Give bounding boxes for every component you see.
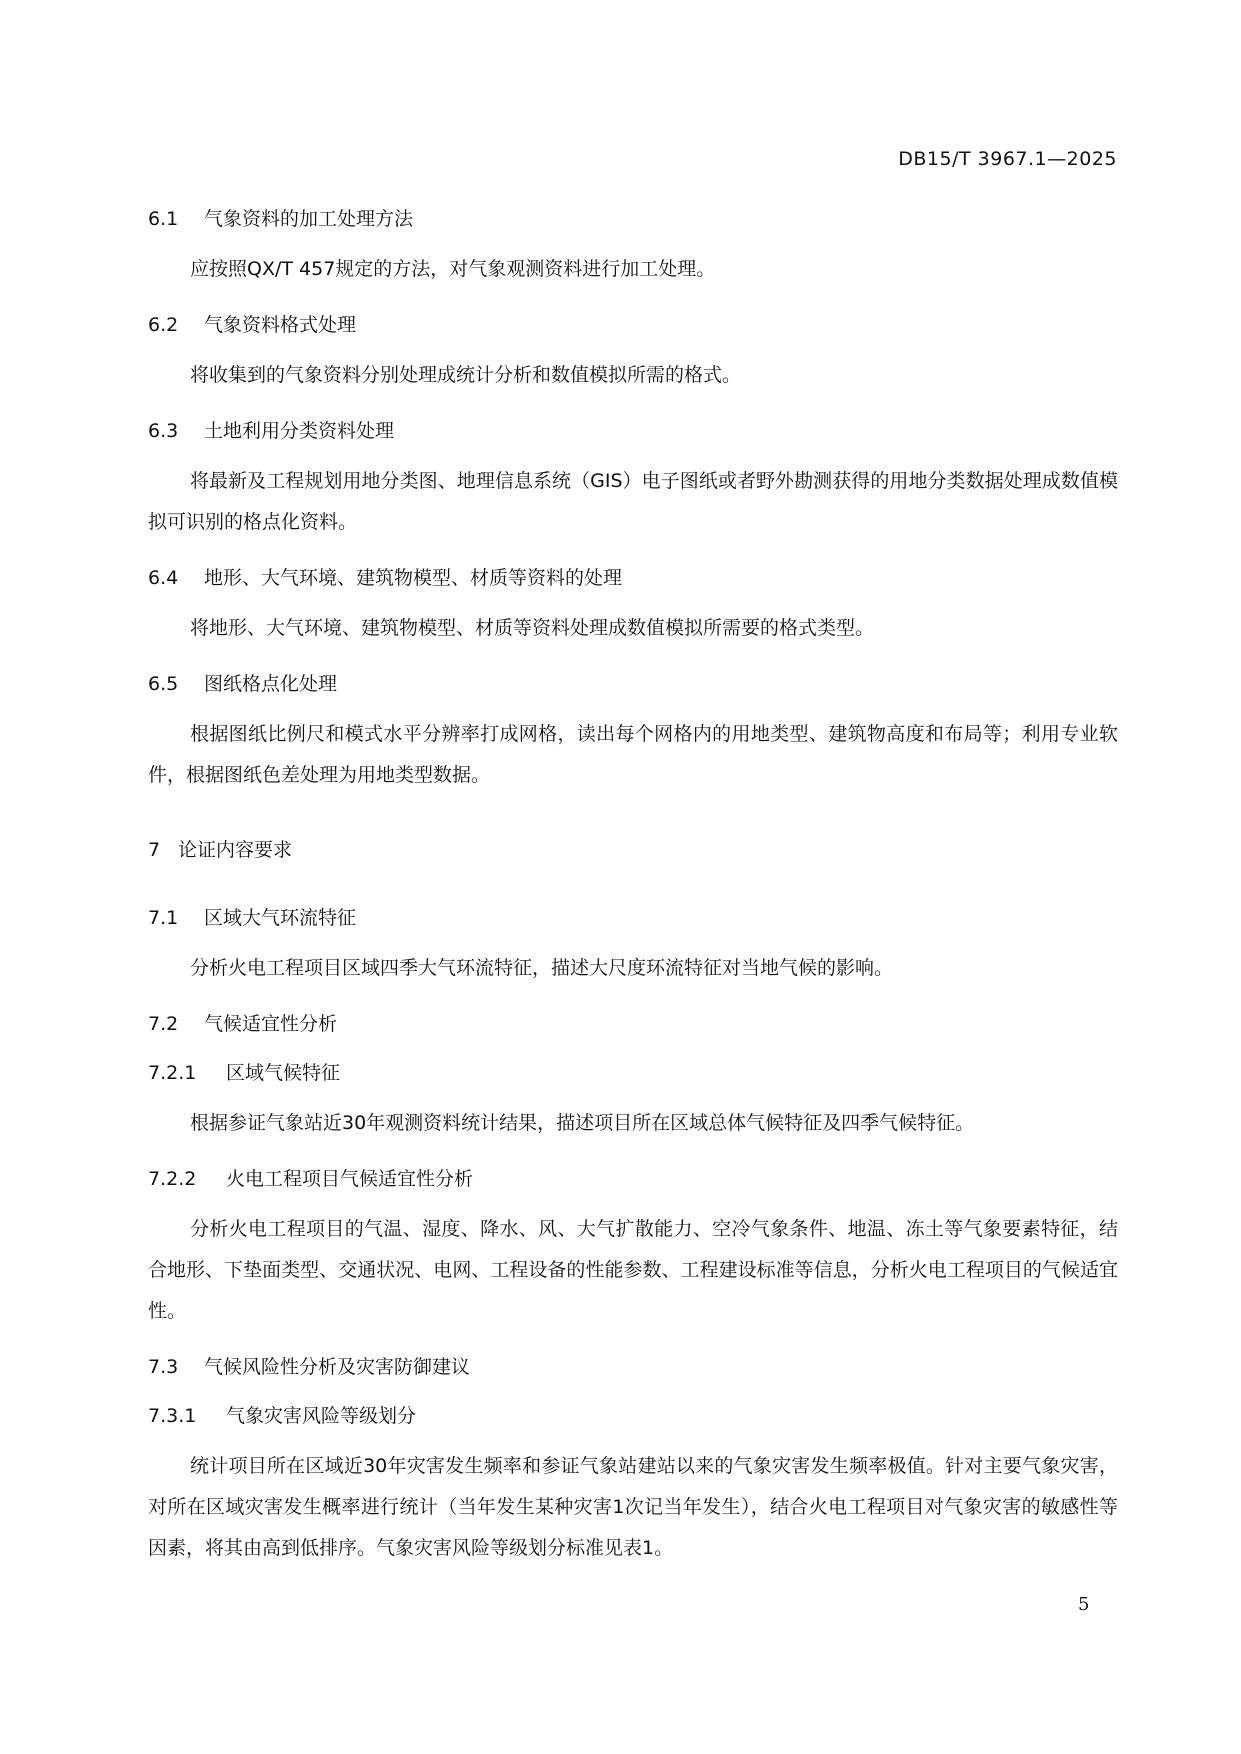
heading-7-2	[148, 1010, 1118, 1038]
section-title: 地形、大气环境、建筑物模型、材质等资料的处理	[204, 567, 623, 589]
paragraph-7-2-2: 分析火电工程项目的气温、湿度、降水、风、大气扩散能力、空冷气象条件、地温、冻土等气象要素特征，结合地形、下垫面类型、交通状况、电网、工程设备的性能参数、工程建设标准等信息，分析火电工程项目的气候适宜性。	[148, 1218, 1118, 1322]
heading-6-4	[148, 564, 1118, 592]
heading-7	[148, 836, 1118, 864]
heading-7-3-1	[148, 1402, 1118, 1430]
chapter-title: 论证内容要求	[178, 839, 293, 861]
chapter-number: 7	[148, 839, 161, 861]
section-title: 气候风险性分析及灾害防御建议	[204, 1356, 471, 1378]
section-number: 6.2	[148, 314, 179, 336]
section-number: 7.2	[148, 1013, 179, 1035]
heading-7-1	[148, 904, 1118, 932]
document-body	[148, 205, 1118, 1569]
section-title: 气象资料格式处理	[204, 314, 357, 336]
heading-6-5	[148, 670, 1118, 698]
heading-7-2-2	[148, 1165, 1118, 1193]
paragraph-6-5: 根据图纸比例尺和模式水平分辨率打成网格，读出每个网格内的用地类型、建筑物高度和布局等；利用专业软件，根据图纸色差处理为用地类型数据。	[148, 723, 1118, 786]
paragraph-7-1: 分析火电工程项目区域四季大气环流特征，描述大尺度环流特征对当地气候的影响。	[190, 957, 894, 979]
paragraph-6-4: 将地形、大气环境、建筑物模型、材质等资料处理成数值模拟所需要的格式类型。	[190, 617, 875, 639]
heading-6-1	[148, 205, 1118, 233]
paragraph-6-3: 将最新及工程规划用地分类图、地理信息系统（GIS）电子图纸或者野外勘测获得的用地分类数据处理成数值模拟可识别的格点化资料。	[148, 470, 1118, 533]
section-number: 6.3	[148, 420, 179, 442]
subsection-title: 区域气候特征	[226, 1062, 341, 1084]
paragraph-7-2-1: 根据参证气象站近30年观测资料统计结果，描述项目所在区域总体气候特征及四季气候特征。	[190, 1112, 975, 1134]
section-number: 6.4	[148, 567, 179, 589]
subsection-number: 7.3.1	[148, 1405, 197, 1427]
section-title: 土地利用分类资料处理	[204, 420, 395, 442]
section-number: 6.1	[148, 208, 179, 230]
subsection-title: 火电工程项目气候适宜性分析	[226, 1168, 474, 1190]
section-number: 7.1	[148, 907, 179, 929]
section-title: 气象资料的加工处理方法	[204, 208, 414, 230]
paragraph-6-1: 应按照QX/T 457规定的方法，对气象观测资料进行加工处理。	[190, 258, 716, 280]
subsection-title: 气象灾害风险等级划分	[226, 1405, 417, 1427]
heading-7-3	[148, 1353, 1118, 1381]
subsection-number: 7.2.1	[148, 1062, 197, 1084]
standard-code: DB15/T 3967.1—2025	[898, 148, 1117, 170]
section-title: 气候适宜性分析	[204, 1013, 338, 1035]
paragraph-6-2: 将收集到的气象资料分别处理成统计分析和数值模拟所需的格式。	[190, 364, 742, 386]
section-title: 图纸格点化处理	[204, 673, 338, 695]
heading-6-2	[148, 311, 1118, 339]
section-number: 6.5	[148, 673, 179, 695]
heading-7-2-1	[148, 1059, 1118, 1087]
paragraph-7-3-1: 统计项目所在区域近30年灾害发生频率和参证气象站建站以来的气象灾害发生频率极值。针对主要气象灾害，对所在区域灾害发生概率进行统计（当年发生某种灾害1次记当年发生），结合火电工程项目对气象灾害的敏感性等因素，将其由高到低排序。气象灾害风险等级划分标准见表1。	[148, 1455, 1118, 1559]
subsection-number: 7.2.2	[148, 1168, 197, 1190]
section-title: 区域大气环流特征	[204, 907, 357, 929]
heading-6-3	[148, 417, 1118, 445]
page-number: 5	[1078, 1594, 1090, 1615]
section-number: 7.3	[148, 1356, 179, 1378]
